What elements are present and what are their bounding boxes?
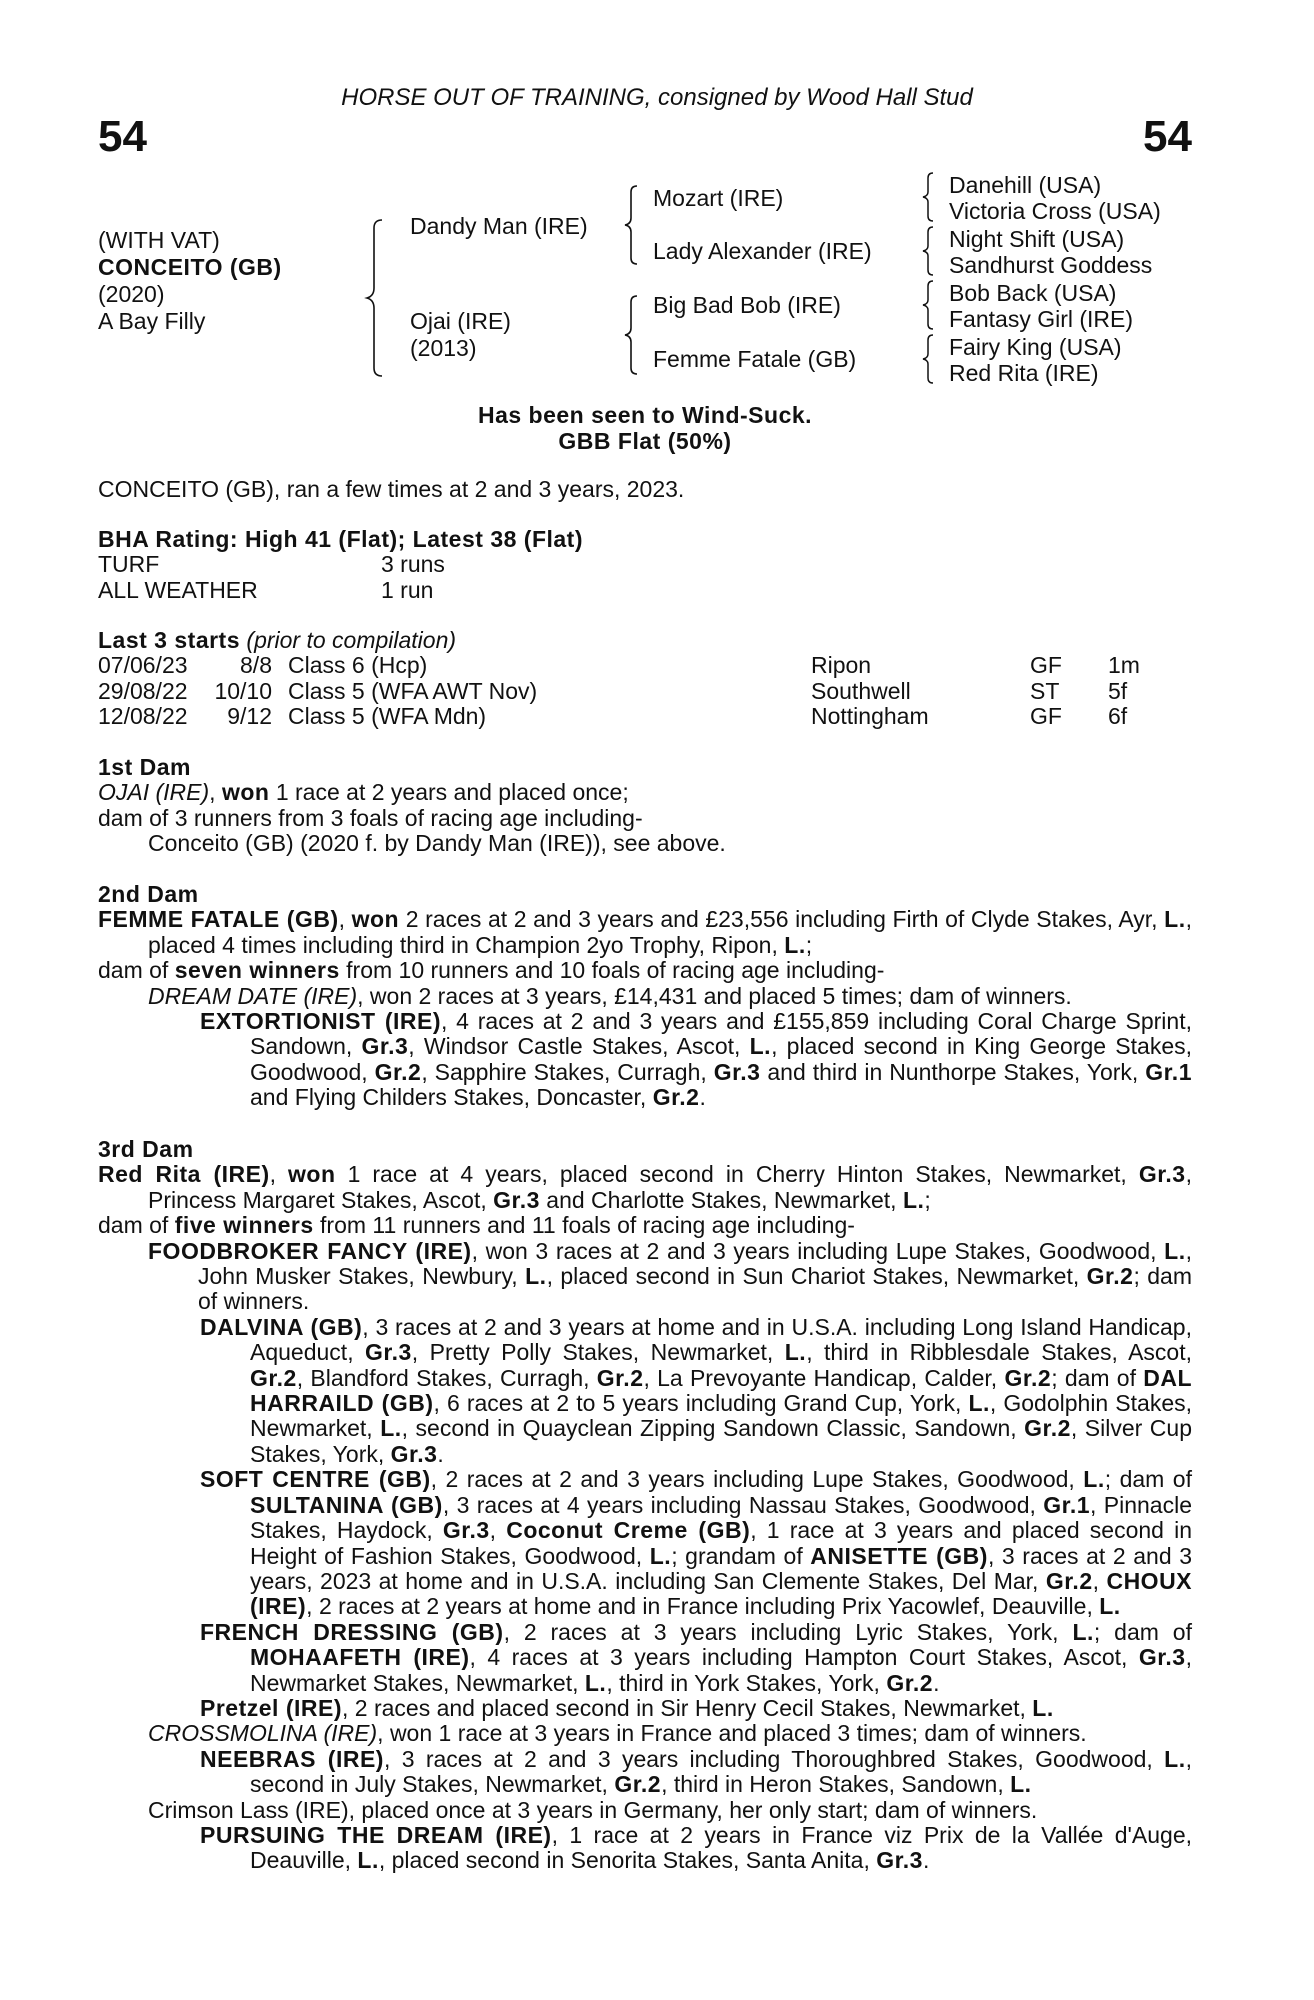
record-text: , 2 races at 3 years including Lyric Stakes, York, [503, 1618, 1073, 1645]
group-label: Gr.2 [250, 1364, 297, 1391]
record-text: , third in Heron Stakes, Sandown, [661, 1771, 1011, 1798]
record-text: ; grandam of [671, 1542, 811, 1569]
record-text: , 3 races at 2 and 3 years including Thoroughbred Stakes, Goodwood, [383, 1745, 1165, 1772]
first-dam-produce: dam of 3 runners from 3 foals of racing age including- [98, 804, 643, 831]
rating-section [98, 527, 1192, 603]
record-text: , placed 4 times including third in Champion 2yo Trophy, Ripon, [148, 906, 1192, 958]
start-position: 8/8 [240, 652, 272, 679]
record-text: ; dam of [1093, 1618, 1192, 1645]
third-dam-produce [98, 1213, 1192, 1238]
winners-count: seven winners [174, 957, 340, 984]
record-text: , Blandford Stakes, Curragh, [296, 1364, 597, 1391]
first-dam-heading: 1st Dam [98, 754, 191, 780]
pedigree-g4-7: Fairy King (USA) [949, 334, 1122, 360]
listed-label: L. [749, 1033, 772, 1060]
offspring-pretzel [98, 1696, 1192, 1721]
pedigree-dam-year: (2013) [410, 335, 477, 361]
produce-text: from 11 runners and 11 foals of racing age including- [313, 1212, 855, 1239]
record-text: , 1 race at 2 years in France viz Prix de la Vallée d'Auge, Deauville, [250, 1821, 1193, 1874]
record-text: . [933, 1669, 940, 1696]
listed-label: L. [784, 931, 806, 958]
listed-label: L. [380, 1415, 402, 1442]
pedigree-brace-g3-4 [920, 333, 938, 385]
record-text: , [489, 1517, 507, 1544]
start-race: Class 6 (Hcp) [288, 652, 428, 679]
start-row [98, 679, 1192, 704]
record-text: ; dam of [1051, 1364, 1144, 1391]
horse-name: ANISETTE (GB) [810, 1542, 988, 1569]
won-label: won [351, 906, 400, 933]
listed-label: L. [1164, 906, 1186, 933]
record-text: , Newmarket Stakes, Newmarket, [250, 1644, 1192, 1696]
record-text: , placed second in King George Stakes, Goodwood, [250, 1033, 1192, 1085]
third-dam-record: Red Rita (IRE), won 1 race at 4 years, placed second in Cherry Hinton Stakes, Newmarket, Gr.3, Princess Margaret Stakes, Ascot, Gr.3 and Charlotte Stakes, Newmarket, L.; [98, 1161, 1192, 1213]
record-text: , second in Quayclean Zipping Sandown Classic, Sandown, [401, 1415, 1025, 1442]
horse-name: DREAM DATE (IRE) [148, 982, 358, 1009]
record-text: , 1 race at 3 years and placed second in Height of Fashion Stakes, Goodwood, [250, 1517, 1193, 1569]
record-text: , Pretty Polly Stakes, Newmarket, [411, 1339, 785, 1366]
start-going: GF [1030, 703, 1062, 730]
start-distance: 1m [1108, 652, 1140, 679]
record-text: and Charlotte Stakes, Newmarket, [539, 1186, 903, 1213]
record-text: , Princess Margaret Stakes, Ascot, [148, 1161, 1192, 1213]
pedigree-brace-sire [622, 184, 642, 266]
listed-label: L. [1072, 1618, 1094, 1645]
horse-name: DAL HARRAILD (GB) [250, 1364, 1192, 1417]
group-label: Gr.3 [876, 1847, 923, 1874]
start-race: Class 5 (WFA Mdn) [288, 703, 487, 730]
rating-runs: 1 run [381, 576, 434, 603]
wind-suck-note: Has been seen to Wind-Suck. [477, 402, 813, 428]
first-dam-section [98, 755, 1192, 857]
produce-text: dam of [98, 957, 175, 984]
offspring-french-dressing [98, 1620, 1192, 1696]
rating-row [98, 578, 1192, 603]
start-position: 10/10 [214, 677, 272, 704]
lot-number-left: 54 [98, 112, 147, 161]
listed-label: L. [584, 1669, 607, 1696]
record-text: , Sapphire Stakes, Curragh, [421, 1058, 714, 1085]
record-text: 1 race at 4 years, placed second in Cherry Hinton Stakes, Newmarket, [335, 1161, 1139, 1188]
listed-label: L. [1164, 1745, 1186, 1772]
group-label: Gr.1 [1043, 1491, 1091, 1518]
offspring-crimson-lass: Crimson Lass (IRE), placed once at 3 years in Germany, her only start; dam of winners. [148, 1796, 1038, 1823]
start-race: Class 5 (WFA AWT Nov) [288, 677, 538, 704]
group-label: Gr.2 [886, 1669, 934, 1696]
pedigree-g4-1: Danehill (USA) [949, 172, 1102, 198]
page-header: HORSE OUT OF TRAINING, consigned by Wood Hall Stud [341, 84, 973, 111]
last-starts-title: Last 3 starts [98, 627, 241, 653]
horse-name: CROSSMOLINA (IRE) [148, 1720, 378, 1747]
group-label: Gr.2 [1086, 1263, 1134, 1290]
third-dam-section [98, 1137, 1192, 1874]
last-starts-section [98, 628, 1192, 730]
pedigree-g4-3: Night Shift (USA) [949, 226, 1125, 252]
start-row [98, 653, 1192, 678]
listed-label: L. [525, 1263, 547, 1290]
start-going: GF [1030, 652, 1062, 679]
record-text: and Flying Childers Stakes, Doncaster, [250, 1084, 653, 1111]
offspring-crossmolina [98, 1721, 1192, 1746]
pedigree-sire: Dandy Man (IRE) [410, 213, 588, 239]
group-label: Gr.2 [614, 1771, 662, 1798]
record-text: , Godolphin Stakes, Newmarket, [250, 1390, 1193, 1442]
start-distance: 5f [1108, 677, 1128, 704]
horse-description: A Bay Filly [98, 308, 206, 334]
first-dam-line: OJAI (IRE), won 1 race at 2 years and placed once; [98, 779, 629, 806]
record-text: , 2 races at 2 and 3 years including Lupe Stakes, Goodwood, [430, 1466, 1084, 1493]
offspring-pursuing-the-dream [98, 1823, 1192, 1874]
group-label: Gr.1 [1145, 1058, 1192, 1085]
third-dam-heading: 3rd Dam [98, 1136, 194, 1162]
rating-row [98, 552, 1192, 577]
record-text: , Pinnacle Stakes, Haydock, [250, 1491, 1193, 1544]
listed-label: L. [1083, 1466, 1105, 1493]
pedigree-sire-sire: Mozart (IRE) [653, 185, 784, 211]
horse-year: (2020) [98, 281, 165, 307]
start-course: Ripon [811, 652, 872, 679]
pedigree-sire-dam: Lady Alexander (IRE) [653, 238, 872, 264]
second-dam-section [98, 882, 1192, 1111]
pedigree-g4-2: Victoria Cross (USA) [949, 198, 1161, 224]
record-text: , third in Ribblesdale Stakes, Ascot, [806, 1339, 1193, 1366]
horse-name: MOHAAFETH (IRE) [250, 1644, 470, 1671]
record-text: , placed second in Sun Chariot Stakes, Newmarket, [546, 1263, 1087, 1290]
dam-name: Red Rita (IRE) [98, 1161, 270, 1188]
listed-label: L. [1032, 1694, 1054, 1721]
start-date: 07/06/23 [98, 652, 188, 679]
start-row [98, 704, 1192, 729]
pedigree-g4-8: Red Rita (IRE) [949, 360, 1099, 386]
record-text: , John Musker Stakes, Newbury, [198, 1237, 1192, 1290]
rating-runs: 3 runs [381, 551, 445, 578]
horse-name: CHOUX (IRE) [250, 1567, 1193, 1620]
horse-name: EXTORTIONIST (IRE) [200, 1008, 441, 1035]
offspring-extortionist [98, 1009, 1192, 1111]
record-text: , won 1 race at 3 years in France and placed 3 times; dam of winners. [377, 1720, 1087, 1747]
group-label: Gr.2 [652, 1084, 700, 1111]
record-text: , placed second in Senorita Stakes, Santa Anita, [378, 1847, 877, 1874]
horse-name: CONCEITO (GB) [98, 254, 282, 280]
offspring-neebras [98, 1747, 1192, 1798]
race-summary: CONCEITO (GB), ran a few times at 2 and 3 years, 2023. [98, 476, 685, 502]
pedigree-brace-g3-3 [920, 279, 938, 331]
start-going: ST [1030, 677, 1060, 704]
record-text: , third in York Stakes, York, [606, 1669, 887, 1696]
listed-label: L. [357, 1847, 379, 1874]
start-position: 9/12 [227, 703, 272, 730]
record-text: , 3 races at 4 years including Nassau Stakes, Goodwood, [442, 1491, 1044, 1518]
group-label: Gr.2 [374, 1058, 422, 1085]
produce-text: from 10 runners and 10 foals of racing age including- [339, 957, 885, 984]
record-text: , La Prevoyante Handicap, Calder, [643, 1364, 1005, 1391]
start-course: Nottingham [811, 703, 929, 730]
group-label: Gr.3 [493, 1186, 540, 1213]
listed-label: L. [1010, 1771, 1032, 1798]
listed-label: L. [784, 1339, 807, 1366]
record-text: . [922, 1847, 930, 1874]
record-text: ; [805, 931, 813, 958]
record-text: . [699, 1084, 706, 1111]
rating-surface: ALL WEATHER [98, 576, 258, 603]
won-label: won [221, 779, 270, 806]
horse-name: Coconut Creme (GB) [506, 1517, 751, 1544]
group-label: Gr.3 [1138, 1644, 1186, 1671]
pedigree-brace-g3-1 [920, 171, 938, 223]
produce-text: dam of [98, 1212, 175, 1239]
winners-count: five winners [174, 1212, 314, 1239]
record-text: , 6 races at 2 to 5 years including Grand Cup, York, [433, 1390, 969, 1417]
record-text: . [437, 1440, 444, 1467]
pedigree-g4-6: Fantasy Girl (IRE) [949, 306, 1134, 332]
record-text: , 4 races at 2 and 3 years and £155,859 including Coral Charge Sprint, Sandown, [250, 1008, 1192, 1060]
race-record: 1 race at 2 years and placed once; [269, 779, 629, 806]
group-label: Gr.3 [713, 1058, 761, 1085]
horse-name: SULTANINA (GB) [250, 1491, 443, 1518]
record-text: , 2 races at 2 years at home and in France including Prix Yacowlef, Deauville, [306, 1593, 1100, 1620]
horse-vat: (WITH VAT) [98, 227, 220, 253]
dam-name: FEMME FATALE (GB) [98, 906, 339, 933]
start-distance: 6f [1108, 703, 1128, 730]
second-dam-produce [98, 958, 1192, 983]
second-dam-record: FEMME FATALE (GB), won 2 races at 2 and 3 years and £23,556 including Firth of Clyde Stakes, Ayr, L., placed 4 times including third in Champion 2yo Trophy, Ripon, L.; [98, 906, 1192, 958]
pedigree-dam-dam: Femme Fatale (GB) [653, 346, 857, 372]
lot-number-right: 54 [1143, 112, 1192, 161]
horse-name: FOODBROKER FANCY (IRE) [148, 1237, 472, 1264]
rating-surface: TURF [98, 551, 160, 578]
group-label: Gr.2 [1045, 1567, 1093, 1594]
record-text: , 3 races at 2 and 3 years, 2023 at home and in U.S.A. including San Clemente Stakes, Del Mar, [250, 1542, 1192, 1594]
record-text: , [1092, 1567, 1107, 1594]
record-text: ; dam of [1104, 1466, 1192, 1493]
horse-name: PURSUING THE DREAM (IRE) [200, 1821, 552, 1848]
record-text: , won 3 races at 2 and 3 years including Lupe Stakes, Goodwood, [471, 1237, 1165, 1264]
group-label: Gr.2 [1004, 1364, 1052, 1391]
pedigree-brace-gen1 [364, 218, 388, 378]
gbb-note: GBB Flat (50%) [558, 428, 732, 454]
listed-label: L. [649, 1542, 672, 1569]
group-label: Gr.2 [1024, 1415, 1071, 1442]
record-text: , 2 races and placed second in Sir Henry Cecil Stakes, Newmarket, [341, 1694, 1033, 1721]
record-text: 2 races at 2 and 3 years and £23,556 including Firth of Clyde Stakes, Ayr, [399, 906, 1165, 933]
last-starts-subtitle: (prior to compilation) [246, 627, 457, 653]
record-text: ; [924, 1186, 931, 1213]
horse-name: Pretzel (IRE) [200, 1694, 342, 1721]
pedigree-brace-dam [622, 294, 642, 376]
listed-label: L. [1164, 1237, 1186, 1264]
horse-name: NEEBRAS (IRE) [200, 1745, 384, 1772]
record-text: , Windsor Castle Stakes, Ascot, [408, 1033, 750, 1060]
pedigree-dam: Ojai (IRE) [410, 308, 511, 334]
start-date: 12/08/22 [98, 703, 188, 730]
rating-title: BHA Rating: High 41 (Flat); Latest 38 (Flat) [98, 526, 583, 552]
first-dam-offspring: Conceito (GB) (2020 f. by Dandy Man (IRE)), see above. [148, 830, 726, 857]
horse-name: SOFT CENTRE (GB) [200, 1466, 431, 1493]
listed-label: L. [902, 1186, 925, 1213]
pedigree-brace-g3-2 [920, 225, 938, 277]
dam-name: OJAI (IRE) [98, 779, 210, 806]
start-course: Southwell [811, 677, 911, 704]
start-date: 29/08/22 [98, 677, 188, 704]
group-label: Gr.2 [596, 1364, 644, 1391]
group-label: Gr.3 [361, 1033, 409, 1060]
offspring-dream-date [98, 984, 1192, 1009]
listed-label: L. [968, 1390, 990, 1417]
record-text: , Silver Cup Stakes, York, [250, 1415, 1192, 1467]
record-text: , 4 races at 3 years including Hampton Court Stakes, Ascot, [469, 1644, 1139, 1671]
record-text: and third in Nunthorpe Stakes, York, [760, 1058, 1146, 1085]
offspring-dalvina [98, 1315, 1192, 1467]
record-text: ; dam of winners. [198, 1263, 1192, 1315]
group-label: Gr.3 [365, 1339, 412, 1366]
second-dam-heading: 2nd Dam [98, 881, 199, 907]
won-label: won [288, 1161, 336, 1188]
pedigree-g4-4: Sandhurst Goddess [949, 252, 1153, 278]
pedigree-dam-sire: Big Bad Bob (IRE) [653, 292, 841, 318]
pedigree-g4-5: Bob Back (USA) [949, 280, 1117, 306]
horse-name: FRENCH DRESSING (GB) [200, 1618, 504, 1645]
group-label: Gr.3 [442, 1517, 490, 1544]
offspring-soft-centre [98, 1467, 1192, 1619]
listed-label: L. [1099, 1593, 1121, 1620]
record-text: , 3 races at 2 and 3 years at home and in U.S.A. including Long Island Handicap, Aqueduct, [250, 1313, 1192, 1366]
group-label: Gr.3 [1138, 1161, 1186, 1188]
offspring-foodbroker-fancy [98, 1239, 1192, 1315]
record-text: , second in July Stakes, Newmarket, [250, 1745, 1192, 1798]
horse-name: DALVINA (GB) [200, 1313, 363, 1340]
group-label: Gr.3 [390, 1440, 438, 1467]
record-text: , won 2 races at 3 years, £14,431 and placed 5 times; dam of winners. [357, 982, 1072, 1009]
